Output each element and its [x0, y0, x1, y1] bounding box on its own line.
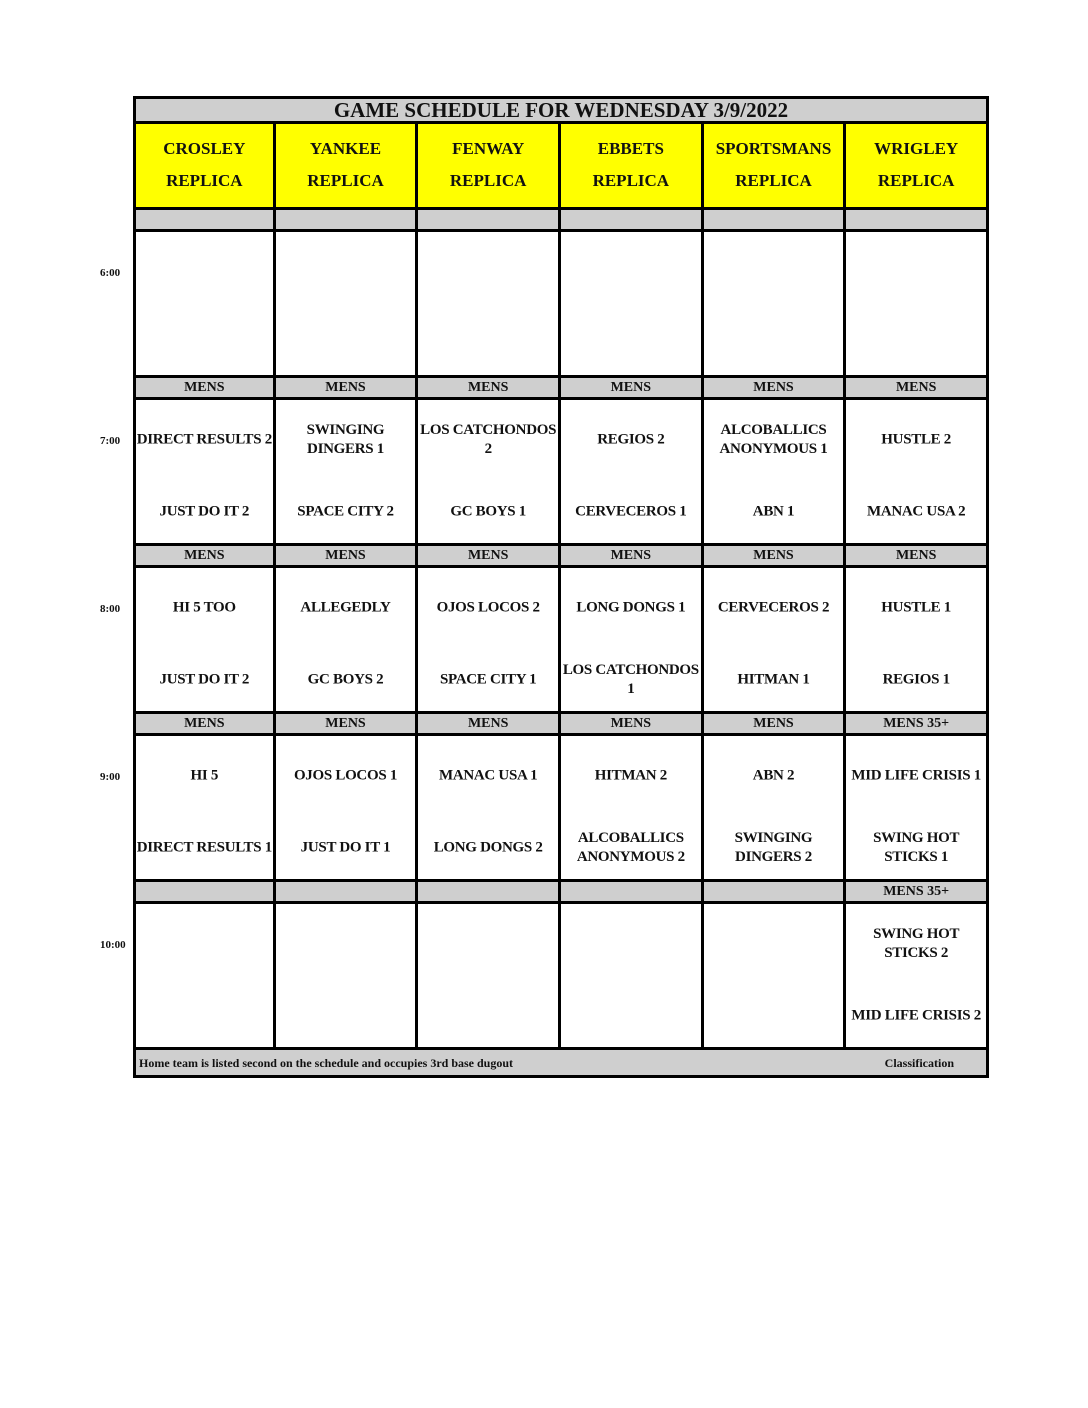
classification-cell: MENS — [418, 378, 561, 400]
game-cell — [133, 736, 276, 882]
game-cell — [418, 232, 561, 378]
game-cell — [561, 400, 704, 546]
venue-name: EBBETS — [597, 139, 664, 158]
visiting-team: HITMAN 2 — [594, 767, 667, 784]
venue-subtitle: REPLICA — [735, 171, 812, 190]
game-cell — [704, 232, 847, 378]
home-team: SPACE CITY 1 — [439, 671, 537, 688]
venue-name: SPORTSMANS — [715, 139, 832, 158]
venue-header — [704, 124, 847, 210]
home-team: GC BOYS 2 — [307, 671, 384, 688]
classification-cell: MENS — [704, 714, 847, 736]
home-team: JUST DO IT 2 — [159, 671, 250, 688]
home-team: JUST DO IT 2 — [159, 503, 250, 520]
classification-cell — [276, 210, 419, 232]
classification-cell: MENS — [276, 714, 419, 736]
time-label: 7:00 — [100, 435, 121, 447]
venue-subtitle: REPLICA — [592, 171, 670, 190]
venue-subtitle: REPLICA — [307, 171, 384, 190]
visiting-team: SWINGING DINGERS 1 — [306, 422, 385, 457]
schedule-sheet — [133, 96, 989, 1078]
classification-cell: MENS — [704, 378, 847, 400]
game-cell — [704, 904, 847, 1050]
classification-cell: MENS — [561, 378, 704, 400]
game-cell — [418, 904, 561, 1050]
game-cell — [276, 232, 419, 378]
home-team: SWING HOT STICKS 1 — [873, 830, 960, 865]
classification-row — [133, 210, 989, 232]
home-team: CERVECEROS 1 — [575, 503, 687, 520]
classification-cell — [418, 882, 561, 904]
venue-header — [561, 124, 704, 210]
home-team: REGIOS 1 — [882, 671, 950, 688]
classification-row — [133, 714, 989, 736]
game-cell — [418, 568, 561, 714]
home-team: SWINGING DINGERS 2 — [734, 830, 813, 865]
classification-cell — [133, 882, 276, 904]
game-cell — [276, 904, 419, 1050]
venue-subtitle: REPLICA — [166, 171, 243, 190]
classification-cell: MENS — [418, 714, 561, 736]
game-cell — [418, 400, 561, 546]
visiting-team: MID LIFE CRISIS 1 — [851, 767, 981, 784]
schedule-footer — [133, 1050, 989, 1078]
footer-note: Home team is listed second on the schedule and occupies 3rd base dugout — [139, 1056, 514, 1070]
game-cell — [561, 736, 704, 882]
classification-cell: MENS — [133, 714, 276, 736]
venue-name: CROSLEY — [163, 139, 246, 158]
visiting-team: OJOS LOCOS 2 — [436, 599, 540, 616]
visiting-team: OJOS LOCOS 1 — [293, 767, 398, 784]
game-cell — [276, 568, 419, 714]
classification-cell: MENS — [276, 378, 419, 400]
game-cell — [846, 904, 989, 1050]
classification-cell: MENS — [846, 378, 989, 400]
classification-cell: MENS — [561, 546, 704, 568]
classification-cell — [704, 210, 847, 232]
game-cell — [704, 568, 847, 714]
venue-name: WRIGLEY — [874, 139, 959, 158]
visiting-team: LONG DONGS 1 — [576, 599, 686, 616]
visiting-team: MANAC USA 1 — [438, 767, 538, 784]
home-team: DIRECT RESULTS 1 — [136, 839, 272, 856]
classification-row — [133, 882, 989, 904]
game-cell — [846, 568, 989, 714]
venue-subtitle: REPLICA — [877, 171, 955, 190]
home-team: LOS CATCHONDOS 1 — [562, 662, 699, 697]
venue-name: YANKEE — [309, 139, 382, 158]
classification-cell: MENS — [276, 546, 419, 568]
visiting-team: LOS CATCHONDOS 2 — [420, 422, 557, 457]
home-team: LONG DONGS 2 — [433, 839, 543, 856]
home-team: ABN 1 — [752, 503, 795, 520]
game-cell — [133, 232, 276, 378]
game-cell — [133, 400, 276, 546]
classification-cell: MENS — [561, 714, 704, 736]
game-cell — [276, 736, 419, 882]
venue-header — [133, 124, 276, 210]
classification-cell — [133, 210, 276, 232]
home-team: MID LIFE CRISIS 2 — [851, 1007, 981, 1024]
game-cell — [846, 400, 989, 546]
venue-header-row — [133, 124, 989, 210]
game-cell — [133, 568, 276, 714]
game-cell — [561, 232, 704, 378]
classification-cell: MENS — [846, 546, 989, 568]
classification-cell — [704, 882, 847, 904]
visiting-team: HUSTLE 1 — [881, 599, 952, 616]
visiting-team: ALLEGEDLY — [300, 599, 391, 616]
game-cell — [276, 400, 419, 546]
venue-subtitle: REPLICA — [449, 171, 527, 190]
time-label: 10:00 — [100, 939, 126, 951]
visiting-team: HUSTLE 2 — [881, 431, 952, 448]
home-team: HITMAN 1 — [737, 671, 810, 688]
home-team: ALCOBALLICS ANONYMOUS 2 — [576, 830, 685, 865]
game-row — [133, 904, 989, 1050]
game-cell — [704, 736, 847, 882]
game-row — [133, 736, 989, 882]
classification-cell: MENS — [133, 546, 276, 568]
game-row — [133, 400, 989, 546]
visiting-team: SWING HOT STICKS 2 — [873, 926, 960, 961]
visiting-team: ALCOBALLICS ANONYMOUS 1 — [719, 422, 828, 457]
classification-cell — [561, 882, 704, 904]
venue-header — [846, 124, 989, 210]
game-cell — [704, 400, 847, 546]
classification-cell — [276, 882, 419, 904]
classification-cell: MENS 35+ — [846, 882, 989, 904]
game-cell — [133, 904, 276, 1050]
classification-cell: MENS — [704, 546, 847, 568]
game-row — [133, 232, 989, 378]
time-label: 8:00 — [100, 603, 121, 615]
home-team: JUST DO IT 1 — [300, 839, 391, 856]
classification-cell: MENS — [133, 378, 276, 400]
classification-row — [133, 546, 989, 568]
visiting-team: HI 5 — [190, 767, 219, 784]
classification-row — [133, 378, 989, 400]
game-cell — [846, 232, 989, 378]
classification-cell — [561, 210, 704, 232]
venue-name: FENWAY — [452, 139, 525, 158]
game-cell — [846, 736, 989, 882]
game-cell — [418, 736, 561, 882]
venue-header — [418, 124, 561, 210]
venue-header — [276, 124, 419, 210]
visiting-team: ABN 2 — [752, 767, 795, 784]
game-cell — [561, 904, 704, 1050]
footer-classification-label: Classification — [884, 1056, 954, 1070]
home-team: GC BOYS 1 — [450, 503, 526, 520]
time-label: 9:00 — [100, 771, 121, 783]
schedule-title: GAME SCHEDULE FOR WEDNESDAY 3/9/2022 — [133, 96, 989, 124]
classification-cell — [846, 210, 989, 232]
classification-cell — [418, 210, 561, 232]
home-team: SPACE CITY 2 — [297, 503, 394, 520]
time-label: 6:00 — [100, 267, 121, 279]
game-cell — [561, 568, 704, 714]
classification-cell: MENS 35+ — [846, 714, 989, 736]
visiting-team: CERVECEROS 2 — [717, 599, 830, 616]
time-slots — [133, 210, 989, 1050]
classification-cell: MENS — [418, 546, 561, 568]
game-row — [133, 568, 989, 714]
visiting-team: DIRECT RESULTS 2 — [136, 431, 272, 448]
visiting-team: REGIOS 2 — [597, 431, 665, 448]
visiting-team: HI 5 TOO — [172, 599, 236, 616]
home-team: MANAC USA 2 — [866, 503, 966, 520]
